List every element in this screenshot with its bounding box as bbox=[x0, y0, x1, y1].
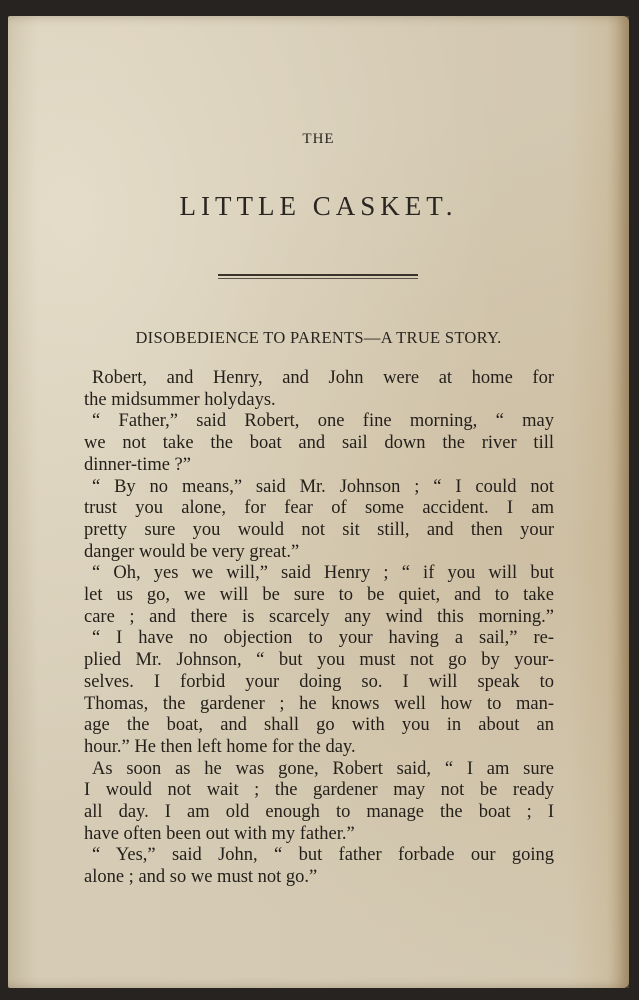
book-title: LITTLE CASKET. bbox=[179, 191, 458, 221]
text-line: “ Yes,” said John, “ but father forbade our going bbox=[92, 845, 554, 866]
text-line: hour.” He then left home for the day. bbox=[84, 736, 356, 757]
text-line: we not take the boat and sail down the river till bbox=[84, 433, 554, 454]
text-line: plied Mr. Johnson, “ but you must not go by your- bbox=[84, 650, 554, 671]
text-line: Thomas, the gardener ; he knows well how to man- bbox=[84, 693, 554, 714]
chapter-heading: DISOBEDIENCE TO PARENTS—A TRUE STORY. bbox=[135, 328, 502, 347]
text-line: As soon as he was gone, Robert said, “ I am sure bbox=[92, 758, 554, 779]
text-line: have often been out with my father.” bbox=[84, 823, 355, 844]
story-text bbox=[84, 368, 554, 889]
text-line: “ By no means,” said Mr. Johnson ; “ I could not bbox=[92, 476, 554, 497]
text-line: danger would be very great.” bbox=[84, 541, 300, 562]
title-divider bbox=[218, 274, 418, 276]
text-line: selves. I forbid your doing so. I will speak to bbox=[84, 671, 554, 692]
text-line: pretty sure you would not sit still, and then your bbox=[84, 519, 554, 540]
text-line: trust you alone, for fear of some accident. I am bbox=[84, 498, 554, 519]
text-line: I would not wait ; the gardener may not be ready bbox=[84, 780, 554, 801]
text-line: dinner-time ?” bbox=[84, 454, 191, 475]
text-line: let us go, we will be sure to be quiet, and to take bbox=[84, 585, 554, 606]
book-page bbox=[8, 16, 629, 988]
title-article: THE bbox=[302, 131, 335, 147]
text-line: care ; and there is scarcely any wind this morning.” bbox=[84, 606, 554, 627]
text-line: alone ; and so we must not go.” bbox=[84, 867, 318, 888]
text-line: “ Oh, yes we will,” said Henry ; “ if you will but bbox=[92, 563, 554, 584]
text-line: age the boat, and shall go with you in about an bbox=[84, 715, 554, 736]
text-line: “ Father,” said Robert, one fine morning, “ may bbox=[92, 411, 554, 432]
text-line: Robert, and Henry, and John were at home for bbox=[92, 368, 554, 388]
text-line: the midsummer holydays. bbox=[84, 389, 276, 410]
text-line: “ I have no objection to your having a sail,” re- bbox=[92, 628, 554, 649]
page-edge-shadow bbox=[607, 16, 629, 988]
text-line: all day. I am old enough to manage the boat ; I bbox=[84, 802, 554, 823]
